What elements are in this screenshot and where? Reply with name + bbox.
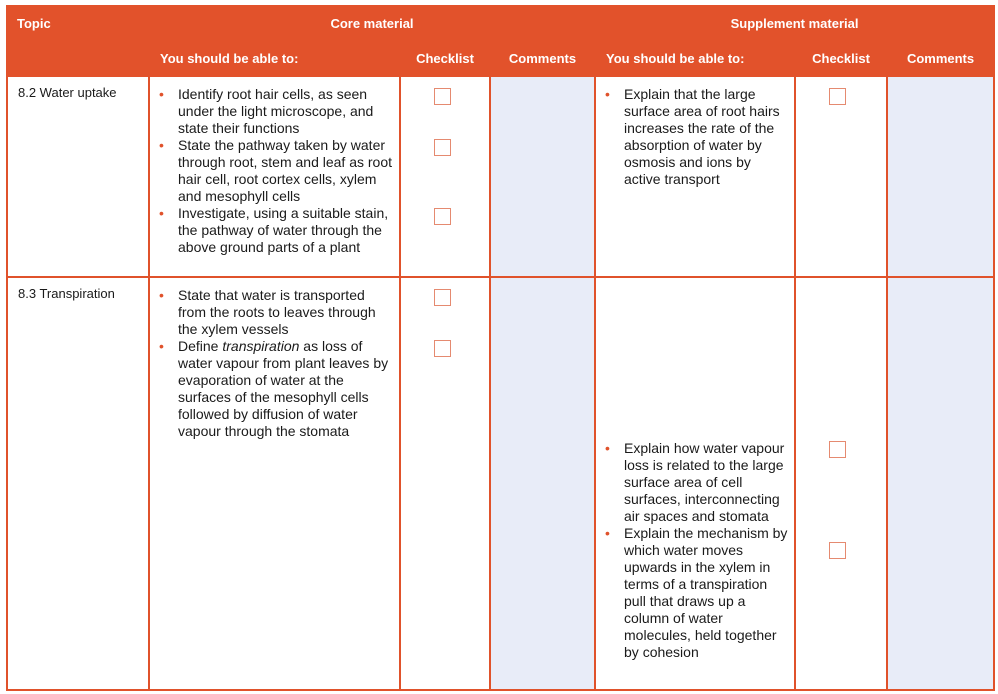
supplement-objective: • Explain the mechanism by which water moves upwards in the xylem in terms of a transpiration pull that draws up a column of water molecules, held together by cohesion [624, 525, 790, 661]
checkbox[interactable] [434, 88, 451, 105]
core-objective: • Identify root hair cells, as seen under the light microscope, and state their functions [178, 86, 395, 137]
checkbox[interactable] [829, 441, 846, 458]
core-comments-header: Comments [490, 41, 595, 76]
checkbox[interactable] [829, 88, 846, 105]
supplement-objectives-cell [595, 277, 795, 690]
checkbox[interactable] [434, 340, 451, 357]
checkbox[interactable] [434, 289, 451, 306]
supplement-comments-cell[interactable] [887, 277, 994, 690]
core-material-header: Core material [149, 6, 595, 41]
supplement-checklist-cell [795, 76, 887, 277]
topic-cell: 8.3 Transpiration [7, 277, 149, 690]
supplement-checklist-cell [795, 277, 887, 690]
checkbox[interactable] [434, 139, 451, 156]
core-comments-cell[interactable] [490, 76, 595, 277]
core-objective: • State that water is transported from the roots to leaves through the xylem vessels [178, 287, 395, 338]
table-row-water-uptake [7, 76, 994, 277]
core-checklist-cell [400, 277, 490, 690]
supplement-objective: • Explain how water vapour loss is related to the large surface area of cell surfaces, interconnecting air spaces and stomata [624, 440, 790, 525]
table-row-transpiration [7, 277, 994, 690]
supplement-material-header: Supplement material [595, 6, 994, 41]
core-comments-cell[interactable] [490, 277, 595, 690]
core-objectives-cell [149, 277, 400, 690]
core-objective: • Define transpiration as loss of water vapour from plant leaves by evaporation of water at the surfaces of the mesophyll cells followed by diffusion of water vapour through the stomata [178, 338, 395, 440]
core-checklist-header: Checklist [400, 41, 490, 76]
supplement-objectives-cell [595, 76, 795, 277]
topic-cell: 8.2 Water uptake [7, 76, 149, 277]
supplement-able-header: You should be able to: [595, 41, 795, 76]
topic-header: Topic [7, 6, 149, 76]
supplement-checklist-header: Checklist [795, 41, 887, 76]
checkbox[interactable] [829, 542, 846, 559]
supplement-comments-header: Comments [887, 41, 994, 76]
core-able-header: You should be able to: [149, 41, 400, 76]
supplement-objective: • Explain that the large surface area of root hairs increases the rate of the absorption of water by osmosis and ions by active transport [624, 86, 790, 188]
core-checklist-cell [400, 76, 490, 277]
core-objectives-cell [149, 76, 400, 277]
syllabus-checklist-table [6, 5, 995, 691]
core-objective: • State the pathway taken by water through root, stem and leaf as root hair cell, root cortex cells, xylem and mesophyll cells [178, 137, 395, 205]
checkbox[interactable] [434, 208, 451, 225]
supplement-comments-cell[interactable] [887, 76, 994, 277]
core-objective: • Investigate, using a suitable stain, the pathway of water through the above ground parts of a plant [178, 205, 395, 256]
